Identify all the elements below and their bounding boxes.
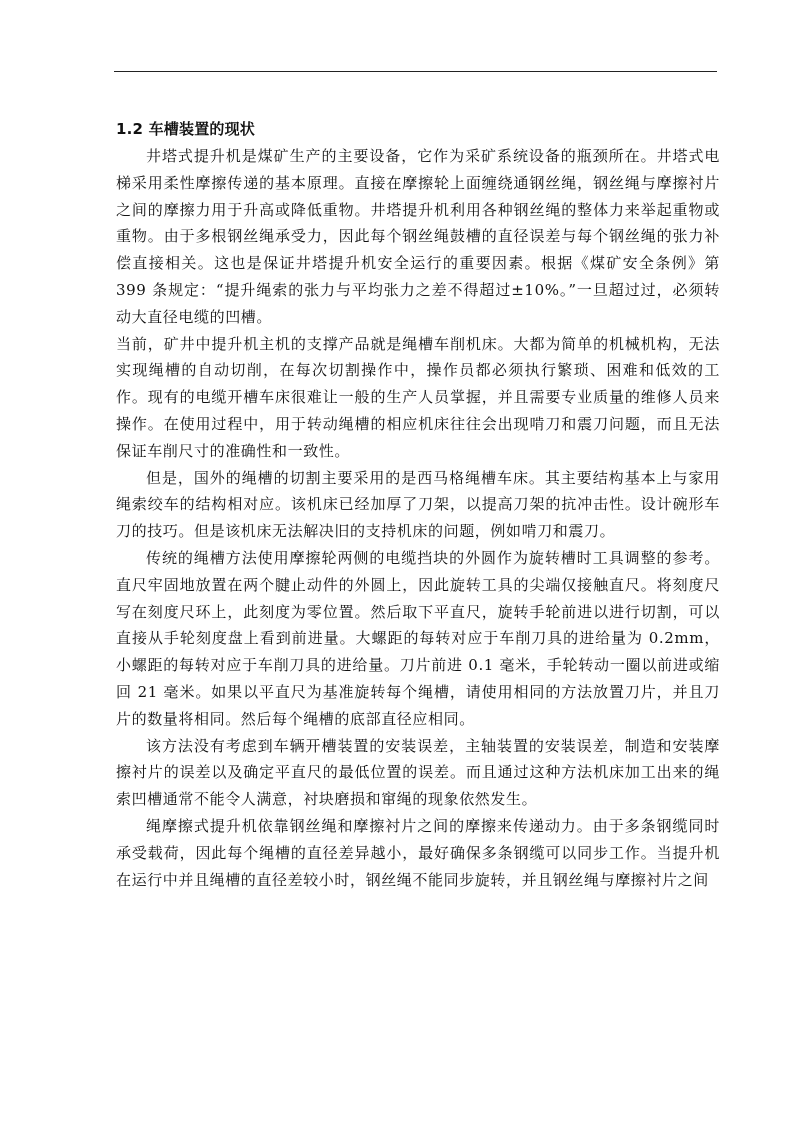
- page-header-rule: [114, 71, 717, 72]
- paragraph-method-errors: 该方法没有考虑到车辆开槽装置的安装误差，主轴装置的安装误差，制造和安装摩擦衬片的误差以及确定平直尺的最低位置的误差。而且通过这种方法机床加工出来的绳索凹槽通常不能令人满意，衬块磨损和窜绳的现象依然发生。: [116, 736, 720, 809]
- paragraph-traditional-method: 传统的绳槽方法使用摩擦轮两侧的电缆挡块的外圆作为旋转槽时工具调整的参考。直尺牢固地放置在两个腱止动件的外圆上，因此旋转工具的尖端仅接触直尺。将刻度尺写在刻度尺环上，此刻度为零位置。然后取下平直尺，旋转手轮前进以进行切割，可以直接从手轮刻度盘上看到前进量。大螺距的每转对应于车削刀具的进给量为 0.2mm，小螺距的每转对应于车削刀具的进给量。刀片前进 0.1 毫米，手轮转动一圈以前进或缩回 21 毫米。如果以平直尺为基准旋转每个绳槽，请使用相同的方法放置刀片，并且刀片的数量将相同。然后每个绳槽的底部直径应相同。: [116, 548, 720, 728]
- paragraph-shaft-hoist-overview: 井塔式提升机是煤矿生产的主要设备，它作为采矿系统设备的瓶颈所在。井塔式电梯采用柔性摩擦传递的基本原理。直接在摩擦轮上面缠绕通钢丝绳，钢丝绳与摩擦衬片之间的摩擦力用于升高或降低重物。井塔提升机利用各种钢丝绳的整体力来举起重物或重物。由于多根钢丝绳承受力，因此每个钢丝绳鼓槽的直径误差与每个钢丝绳的张力补偿直接相关。这也是保证井塔提升机安全运行的重要因素。根据《煤矿安全条例》第 399 条规定：“提升绳索的张力与平均张力之差不得超过±10%。”一旦超过过，必须转动大直径电缆的凹槽。: [116, 147, 720, 326]
- paragraph-current-lathe-problems: 当前，矿井中提升机主机的支撑产品就是绳槽车削机床。大都为简单的机械机构，无法实现绳槽的自动切削，在每次切割操作中，操作员都必须执行繁琐、困难和低效的工作。现有的电缆开槽车床很难让一般的生产人员掌握，并且需要专业质量的维修人员来操作。在使用过程中，用于转动绳槽的相应机床往往会出现啃刀和震刀问题，而且无法保证车削尺寸的准确性和一致性。: [116, 334, 720, 460]
- section-heading: 1.2 车槽装置的现状: [116, 120, 255, 138]
- paragraph-foreign-lathe: 但是，国外的绳槽的切割主要采用的是西马格绳槽车床。其主要结构基本上与家用绳索绞车的结构相对应。该机床已经加厚了刀架，以提高刀架的抗冲击性。设计碗形车刀的技巧。但是该机床无法解决旧的支持机床的问题，例如啃刀和震刀。: [116, 468, 720, 541]
- paragraph-friction-hoist: 绳摩擦式提升机依靠钢丝绳和摩擦衬片之间的摩擦来传递动力。由于多条钢缆同时承受载荷，因此每个绳槽的直径差异越小，最好确保多条钢缆可以同步工作。当提升机在运行中并且绳槽的直径差较小时，钢丝绳不能同步旋转，并且钢丝绳与摩擦衬片之间: [116, 816, 720, 889]
- document-body: [116, 116, 720, 893]
